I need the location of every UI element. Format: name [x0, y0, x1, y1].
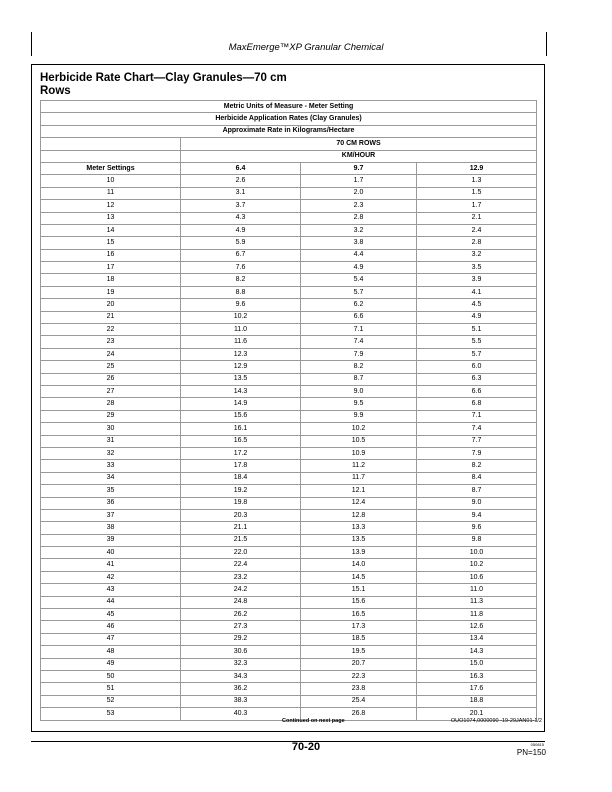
rate-cell: 7.1	[301, 324, 417, 336]
table-row	[41, 200, 537, 212]
rate-cell: 8.8	[181, 286, 301, 298]
rate-cell: 6.7	[181, 249, 301, 261]
rate-cell: 3.1	[181, 187, 301, 199]
table-row	[41, 509, 537, 521]
table-row	[41, 683, 537, 695]
meter-setting-cell: 43	[41, 584, 181, 596]
rate-cell: 1.7	[301, 175, 417, 187]
rate-cell: 13.5	[301, 534, 417, 546]
rate-cell: 21.1	[181, 522, 301, 534]
rate-cell: 7.9	[301, 348, 417, 360]
table-row	[41, 212, 537, 224]
rate-cell: 13.4	[417, 633, 537, 645]
rate-cell: 11.7	[301, 472, 417, 484]
rate-cell: 14.3	[417, 646, 537, 658]
rate-cell: 8.2	[417, 460, 537, 472]
meter-setting-cell: 18	[41, 274, 181, 286]
rate-cell: 8.2	[181, 274, 301, 286]
rate-cell: 34.3	[181, 670, 301, 682]
table-row	[41, 522, 537, 534]
table-row	[41, 187, 537, 199]
table-row	[41, 497, 537, 509]
rate-cell: 9.6	[181, 299, 301, 311]
small-code: 050815	[530, 742, 544, 747]
rate-cell: 4.1	[417, 286, 537, 298]
table-row	[41, 423, 537, 435]
rate-cell: 18.4	[181, 472, 301, 484]
rate-cell: 3.5	[417, 262, 537, 274]
rate-cell: 14.3	[181, 385, 301, 397]
rate-cell: 5.5	[417, 336, 537, 348]
rate-cell: 23.8	[301, 683, 417, 695]
rate-cell: 4.4	[301, 249, 417, 261]
meter-setting-cell: 14	[41, 224, 181, 236]
meter-setting-cell: 36	[41, 497, 181, 509]
rate-cell: 4.9	[417, 311, 537, 323]
rate-cell: 16.5	[181, 435, 301, 447]
table-row	[41, 571, 537, 583]
table-row	[41, 274, 537, 286]
meter-setting-cell: 40	[41, 547, 181, 559]
rate-cell: 7.1	[417, 410, 537, 422]
rate-cell: 8.7	[417, 485, 537, 497]
rate-cell: 14.9	[181, 398, 301, 410]
rate-cell: 10.5	[301, 435, 417, 447]
table-row	[41, 324, 537, 336]
meter-setting-cell: 50	[41, 670, 181, 682]
rate-cell: 6.2	[301, 299, 417, 311]
speed-header-1: 6.4	[181, 162, 301, 174]
table-row	[41, 596, 537, 608]
rate-cell: 15.1	[301, 584, 417, 596]
table-row	[41, 621, 537, 633]
meter-setting-cell: 12	[41, 200, 181, 212]
rate-cell: 7.6	[181, 262, 301, 274]
meter-settings-header: Meter Settings	[41, 162, 181, 174]
rate-cell: 40.3	[181, 708, 301, 720]
rate-cell: 17.6	[417, 683, 537, 695]
rate-cell: 12.9	[181, 361, 301, 373]
speed-header-2: 9.7	[301, 162, 417, 174]
rate-cell: 10.0	[417, 547, 537, 559]
meter-setting-cell: 37	[41, 509, 181, 521]
meter-setting-cell: 39	[41, 534, 181, 546]
meter-setting-cell: 25	[41, 361, 181, 373]
rate-cell: 24.8	[181, 596, 301, 608]
rate-cell: 5.4	[301, 274, 417, 286]
rate-cell: 36.2	[181, 683, 301, 695]
rate-cell: 10.9	[301, 447, 417, 459]
rate-cell: 7.9	[417, 447, 537, 459]
meter-setting-cell: 41	[41, 559, 181, 571]
meter-setting-cell: 44	[41, 596, 181, 608]
rate-cell: 13.9	[301, 547, 417, 559]
rate-cell: 11.0	[181, 324, 301, 336]
meter-setting-cell: 38	[41, 522, 181, 534]
table-row	[41, 559, 537, 571]
rate-cell: 12.4	[301, 497, 417, 509]
rate-cell: 9.8	[417, 534, 537, 546]
table-row	[41, 361, 537, 373]
rate-cell: 6.0	[417, 361, 537, 373]
meter-setting-cell: 42	[41, 571, 181, 583]
table-row	[41, 311, 537, 323]
pn-label: PN=150	[516, 748, 546, 757]
empty-cell	[41, 138, 181, 150]
table-row	[41, 373, 537, 385]
rate-cell: 27.3	[181, 621, 301, 633]
rate-cell: 12.8	[301, 509, 417, 521]
meter-setting-cell: 29	[41, 410, 181, 422]
meter-setting-cell: 15	[41, 237, 181, 249]
rate-cell: 5.9	[181, 237, 301, 249]
meter-setting-cell: 32	[41, 447, 181, 459]
rate-cell: 6.6	[417, 385, 537, 397]
rate-cell: 26.2	[181, 609, 301, 621]
rate-cell: 3.8	[301, 237, 417, 249]
rate-cell: 3.7	[181, 200, 301, 212]
rate-cell: 18.5	[301, 633, 417, 645]
rate-cell: 21.5	[181, 534, 301, 546]
rate-cell: 1.5	[417, 187, 537, 199]
meter-setting-cell: 16	[41, 249, 181, 261]
table-row	[41, 237, 537, 249]
rate-cell: 26.8	[301, 708, 417, 720]
rate-cell: 10.2	[181, 311, 301, 323]
running-header: MaxEmerge™XP Granular Chemical	[228, 42, 384, 53]
rate-cell: 19.8	[181, 497, 301, 509]
rate-table	[40, 100, 537, 721]
rate-cell: 10.2	[417, 559, 537, 571]
rate-cell: 2.1	[417, 212, 537, 224]
rate-cell: 17.2	[181, 447, 301, 459]
rate-cell: 8.4	[417, 472, 537, 484]
rate-cell: 15.6	[181, 410, 301, 422]
table-row	[41, 609, 537, 621]
table-row	[41, 447, 537, 459]
rate-cell: 22.3	[301, 670, 417, 682]
table-row	[41, 348, 537, 360]
rate-cell: 9.0	[301, 385, 417, 397]
rate-cell: 6.8	[417, 398, 537, 410]
rate-cell: 29.2	[181, 633, 301, 645]
rate-cell: 15.6	[301, 596, 417, 608]
table-row	[41, 534, 537, 546]
rate-cell: 10.2	[301, 423, 417, 435]
speed-label: KM/HOUR	[181, 150, 537, 162]
meter-setting-cell: 35	[41, 485, 181, 497]
rate-cell: 2.8	[417, 237, 537, 249]
rate-cell: 6.6	[301, 311, 417, 323]
rate-cell: 13.3	[301, 522, 417, 534]
meter-setting-cell: 26	[41, 373, 181, 385]
table-row	[41, 249, 537, 261]
rate-cell: 5.1	[417, 324, 537, 336]
rate-cell: 5.7	[301, 286, 417, 298]
meter-setting-cell: 22	[41, 324, 181, 336]
rate-cell: 8.7	[301, 373, 417, 385]
rate-cell: 16.1	[181, 423, 301, 435]
rate-cell: 12.6	[417, 621, 537, 633]
table-banner-rates: Herbicide Application Rates (Clay Granules)	[41, 113, 537, 125]
rate-cell: 11.3	[417, 596, 537, 608]
meter-setting-cell: 24	[41, 348, 181, 360]
rate-cell: 18.8	[417, 695, 537, 707]
meter-setting-cell: 13	[41, 212, 181, 224]
meter-setting-cell: 48	[41, 646, 181, 658]
meter-setting-cell: 11	[41, 187, 181, 199]
table-banner-approx: Approximate Rate in Kilograms/Hectare	[41, 125, 537, 137]
table-row	[41, 385, 537, 397]
rate-cell: 2.3	[301, 200, 417, 212]
page-title: Herbicide Rate Chart—Clay Granules—70 cm Rows	[40, 72, 287, 97]
rate-cell: 20.7	[301, 658, 417, 670]
table-banner-units: Metric Units of Measure - Meter Setting	[41, 101, 537, 113]
meter-setting-cell: 27	[41, 385, 181, 397]
table-row	[41, 547, 537, 559]
meter-setting-cell: 31	[41, 435, 181, 447]
table-row	[41, 633, 537, 645]
rate-cell: 4.9	[181, 224, 301, 236]
speed-header-3: 12.9	[417, 162, 537, 174]
meter-setting-cell: 33	[41, 460, 181, 472]
rate-cell: 3.9	[417, 274, 537, 286]
table-row	[41, 646, 537, 658]
meter-setting-cell: 34	[41, 472, 181, 484]
rate-cell: 3.2	[301, 224, 417, 236]
table-row	[41, 584, 537, 596]
rate-cell: 4.5	[417, 299, 537, 311]
rate-cell: 24.2	[181, 584, 301, 596]
table-row	[41, 658, 537, 670]
continued-note: Continued on next page	[282, 718, 345, 724]
meter-setting-cell: 51	[41, 683, 181, 695]
rate-cell: 17.3	[301, 621, 417, 633]
rate-cell: 2.6	[181, 175, 301, 187]
rate-cell: 20.3	[181, 509, 301, 521]
rate-cell: 11.0	[417, 584, 537, 596]
rate-cell: 15.0	[417, 658, 537, 670]
table-row	[41, 262, 537, 274]
rate-cell: 30.6	[181, 646, 301, 658]
rate-cell: 10.6	[417, 571, 537, 583]
rate-cell: 19.5	[301, 646, 417, 658]
rate-cell: 3.2	[417, 249, 537, 261]
table-row	[41, 224, 537, 236]
rate-cell: 7.4	[301, 336, 417, 348]
table-row	[41, 286, 537, 298]
table-row	[41, 695, 537, 707]
meter-setting-cell: 53	[41, 708, 181, 720]
table-row	[41, 398, 537, 410]
meter-setting-cell: 47	[41, 633, 181, 645]
rate-cell: 22.0	[181, 547, 301, 559]
meter-setting-cell: 23	[41, 336, 181, 348]
rate-cell: 23.2	[181, 571, 301, 583]
table-row	[41, 472, 537, 484]
rate-cell: 6.3	[417, 373, 537, 385]
page-number: 70-20	[291, 741, 321, 753]
rate-cell: 14.0	[301, 559, 417, 571]
rate-cell: 13.5	[181, 373, 301, 385]
table-row	[41, 299, 537, 311]
meter-setting-cell: 10	[41, 175, 181, 187]
document-id: OUO1074,0000090 -19-29JAN01-1/2	[450, 718, 542, 724]
meter-setting-cell: 17	[41, 262, 181, 274]
rate-cell: 2.8	[301, 212, 417, 224]
table-row	[41, 670, 537, 682]
rate-cell: 38.3	[181, 695, 301, 707]
rows-label: 70 CM ROWS	[181, 138, 537, 150]
rate-cell: 25.4	[301, 695, 417, 707]
meter-setting-cell: 28	[41, 398, 181, 410]
meter-setting-cell: 19	[41, 286, 181, 298]
rate-cell: 7.4	[417, 423, 537, 435]
rate-cell: 2.4	[417, 224, 537, 236]
rate-cell: 20.1	[417, 708, 537, 720]
rate-cell: 14.5	[301, 571, 417, 583]
table-row	[41, 336, 537, 348]
empty-cell	[41, 150, 181, 162]
rate-cell: 5.7	[417, 348, 537, 360]
rate-cell: 9.0	[417, 497, 537, 509]
rate-cell: 7.7	[417, 435, 537, 447]
rate-cell: 11.6	[181, 336, 301, 348]
table-row	[41, 485, 537, 497]
meter-setting-cell: 46	[41, 621, 181, 633]
rate-cell: 11.8	[417, 609, 537, 621]
rate-cell: 2.0	[301, 187, 417, 199]
rate-cell: 4.3	[181, 212, 301, 224]
table-row	[41, 435, 537, 447]
rate-cell: 1.7	[417, 200, 537, 212]
rate-cell: 22.4	[181, 559, 301, 571]
table-row	[41, 410, 537, 422]
meter-setting-cell: 20	[41, 299, 181, 311]
rate-cell: 9.9	[301, 410, 417, 422]
meter-setting-cell: 45	[41, 609, 181, 621]
rate-cell: 11.2	[301, 460, 417, 472]
meter-setting-cell: 52	[41, 695, 181, 707]
rate-cell: 12.3	[181, 348, 301, 360]
rate-cell: 16.5	[301, 609, 417, 621]
rate-cell: 16.3	[417, 670, 537, 682]
table-row	[41, 460, 537, 472]
rate-cell: 19.2	[181, 485, 301, 497]
meter-setting-cell: 21	[41, 311, 181, 323]
rate-cell: 32.3	[181, 658, 301, 670]
rate-cell: 17.8	[181, 460, 301, 472]
rate-cell: 9.6	[417, 522, 537, 534]
rate-cell: 8.2	[301, 361, 417, 373]
rate-cell: 4.9	[301, 262, 417, 274]
table-row	[41, 175, 537, 187]
rate-cell: 9.5	[301, 398, 417, 410]
rate-cell: 12.1	[301, 485, 417, 497]
rate-cell: 9.4	[417, 509, 537, 521]
rate-cell: 1.3	[417, 175, 537, 187]
meter-setting-cell: 30	[41, 423, 181, 435]
meter-setting-cell: 49	[41, 658, 181, 670]
